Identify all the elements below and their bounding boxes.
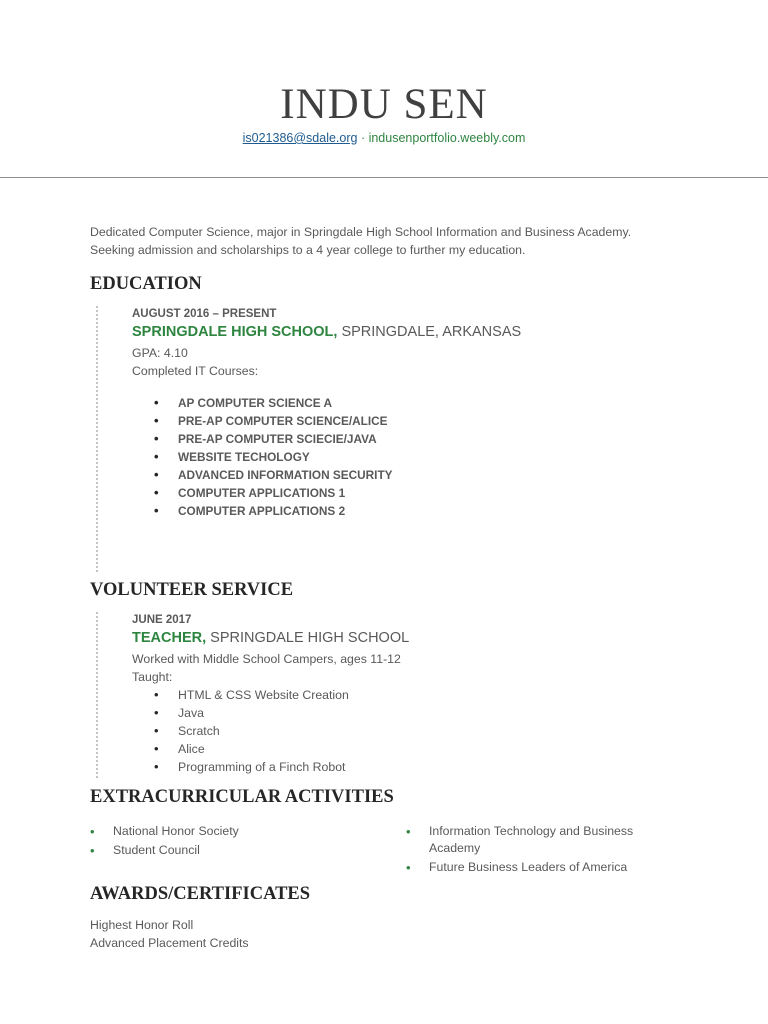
summary-line: Dedicated Computer Science, major in Springdale High School Information and Business Academy. <box>90 225 632 239</box>
list-item: • Alice <box>132 740 692 758</box>
list-item: • PRE-AP COMPUTER SCIECIE/JAVA <box>132 430 692 448</box>
list-item: • ADVANCED INFORMATION SECURITY <box>132 466 692 484</box>
courses-label: Completed IT Courses: <box>132 364 259 378</box>
volunteer-entry <box>132 612 692 776</box>
resume-name: INDU SEN <box>280 81 488 128</box>
courses-list <box>132 394 692 520</box>
header-divider <box>0 177 768 178</box>
summary <box>90 223 690 259</box>
education-date: AUGUST 2016 – PRESENT <box>132 308 277 320</box>
list-item: • Information Technology and Business Academy <box>406 823 706 857</box>
volunteer-description: Worked with Middle School Campers, ages 11-12 <box>132 652 401 666</box>
extracurricular-list-left <box>90 823 390 859</box>
list-item: • AP COMPUTER SCIENCE A <box>132 394 692 412</box>
list-item: • Future Business Leaders of America <box>406 859 706 876</box>
taught-list <box>132 686 692 776</box>
volunteer-title <box>132 628 692 648</box>
awards-heading: AWARDS/CERTIFICATES <box>90 884 311 904</box>
summary-line: Seeking admission and scholarships to a 4 year college to further my education. <box>90 243 526 257</box>
volunteer-role: TEACHER, <box>132 630 207 646</box>
list-item: • Programming of a Finch Robot <box>132 758 692 776</box>
education-entry <box>132 306 692 520</box>
list-item: • PRE-AP COMPUTER SCIENCE/ALICE <box>132 412 692 430</box>
award-item: Highest Honor Roll <box>90 918 194 932</box>
school-name: SPRINGDALE HIGH SCHOOL, <box>132 324 338 340</box>
awards-list <box>90 916 490 952</box>
school-location: SPRINGDALE, ARKANSAS <box>337 324 522 340</box>
contact-separator: · <box>357 131 369 145</box>
gpa: GPA: 4.10 <box>132 346 188 360</box>
contact-line <box>0 130 768 146</box>
education-title <box>132 322 692 342</box>
list-item: • HTML & CSS Website Creation <box>132 686 692 704</box>
list-item: • WEBSITE TECHOLOGY <box>132 448 692 466</box>
extracurricular-left-column <box>90 823 390 861</box>
extracurricular-heading: EXTRACURRICULAR ACTIVITIES <box>90 787 394 807</box>
website-link[interactable]: indusenportfolio.weebly.com <box>368 131 526 145</box>
extracurricular-list-right <box>406 823 706 876</box>
taught-label: Taught: <box>132 670 173 684</box>
list-item: • Scratch <box>132 722 692 740</box>
list-item: • COMPUTER APPLICATIONS 1 <box>132 484 692 502</box>
award-item: Advanced Placement Credits <box>90 936 249 950</box>
list-item: • COMPUTER APPLICATIONS 2 <box>132 502 692 520</box>
list-item: • Java <box>132 704 692 722</box>
email-link[interactable]: is021386@sdale.org <box>242 131 358 145</box>
education-timeline <box>96 306 98 572</box>
education-heading: EDUCATION <box>90 274 202 294</box>
volunteer-timeline <box>96 612 98 778</box>
volunteer-heading: VOLUNTEER SERVICE <box>90 580 294 600</box>
list-item: • Student Council <box>90 842 390 859</box>
list-item: • National Honor Society <box>90 823 390 840</box>
volunteer-org: SPRINGDALE HIGH SCHOOL <box>206 630 410 646</box>
extracurricular-right-column <box>406 823 706 878</box>
volunteer-date: JUNE 2017 <box>132 614 192 626</box>
